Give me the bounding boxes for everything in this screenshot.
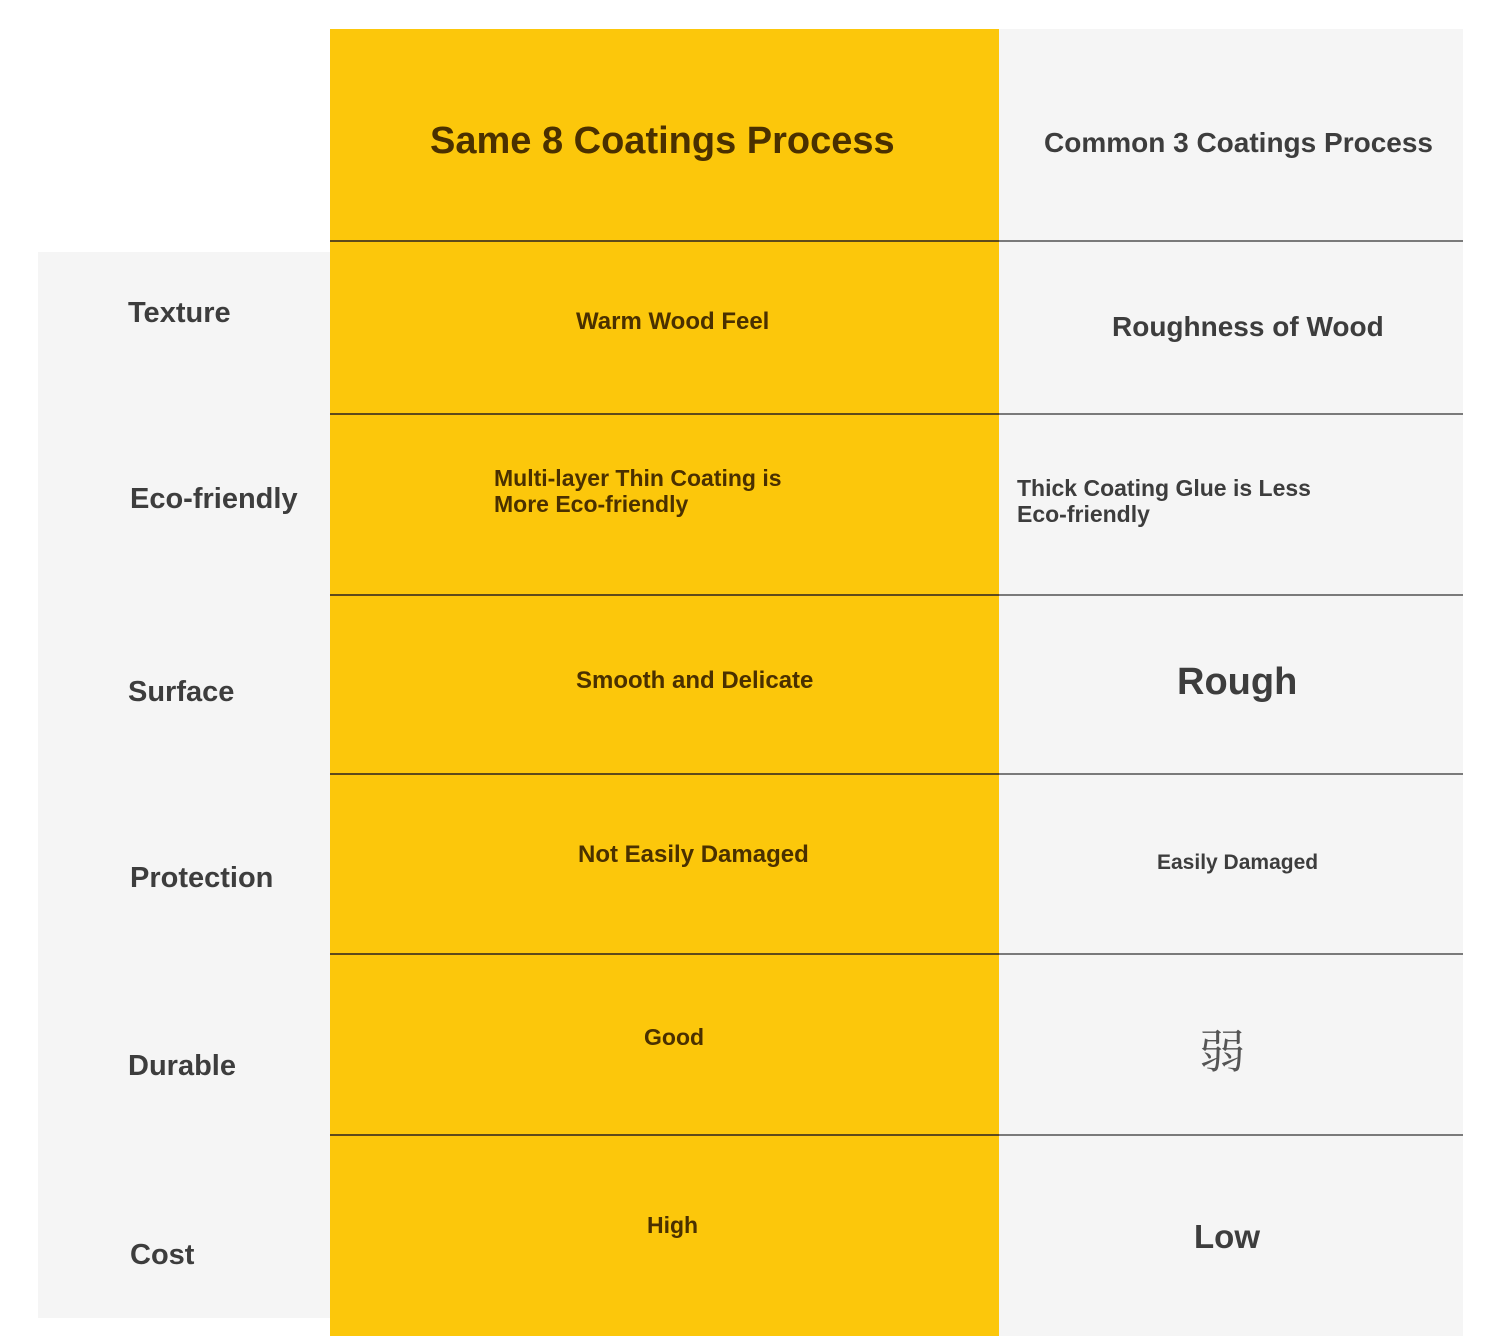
primary-cell-cost: High	[647, 1212, 699, 1238]
secondary-cell-durable: 弱	[1199, 1025, 1245, 1079]
row-divider	[330, 413, 1463, 415]
row-label-texture: Texture	[128, 297, 231, 329]
secondary-cell-protection: Easily Damaged	[1157, 851, 1319, 874]
secondary-cell-eco-friendly: Thick Coating Glue is Less Eco-friendly	[1017, 475, 1311, 527]
row-divider	[330, 1134, 1463, 1136]
primary-cell-durable: Good	[644, 1024, 705, 1050]
row-divider	[330, 594, 1463, 596]
secondary-cell-cost: Low	[1194, 1218, 1260, 1255]
row-divider	[330, 953, 1463, 955]
row-label-durable: Durable	[128, 1050, 236, 1082]
primary-cell-surface: Smooth and Delicate	[576, 667, 814, 694]
secondary-cell-surface: Rough	[1177, 661, 1298, 703]
row-label-cost: Cost	[130, 1239, 195, 1271]
primary-cell-eco-friendly: Multi-layer Thin Coating is More Eco-friendly	[494, 465, 782, 517]
row-label-protection: Protection	[130, 862, 274, 894]
row-labels-panel	[38, 252, 330, 1318]
row-divider	[330, 240, 1463, 242]
primary-process-heading: Same 8 Coatings Process	[430, 120, 895, 162]
primary-cell-protection: Not Easily Damaged	[578, 841, 809, 868]
primary-cell-texture: Warm Wood Feel	[576, 308, 770, 335]
row-divider	[330, 773, 1463, 775]
row-label-eco-friendly: Eco-friendly	[130, 483, 298, 515]
secondary-cell-texture: Roughness of Wood	[1112, 311, 1384, 342]
row-label-surface: Surface	[128, 676, 235, 708]
secondary-process-heading: Common 3 Coatings Process	[1044, 127, 1433, 158]
